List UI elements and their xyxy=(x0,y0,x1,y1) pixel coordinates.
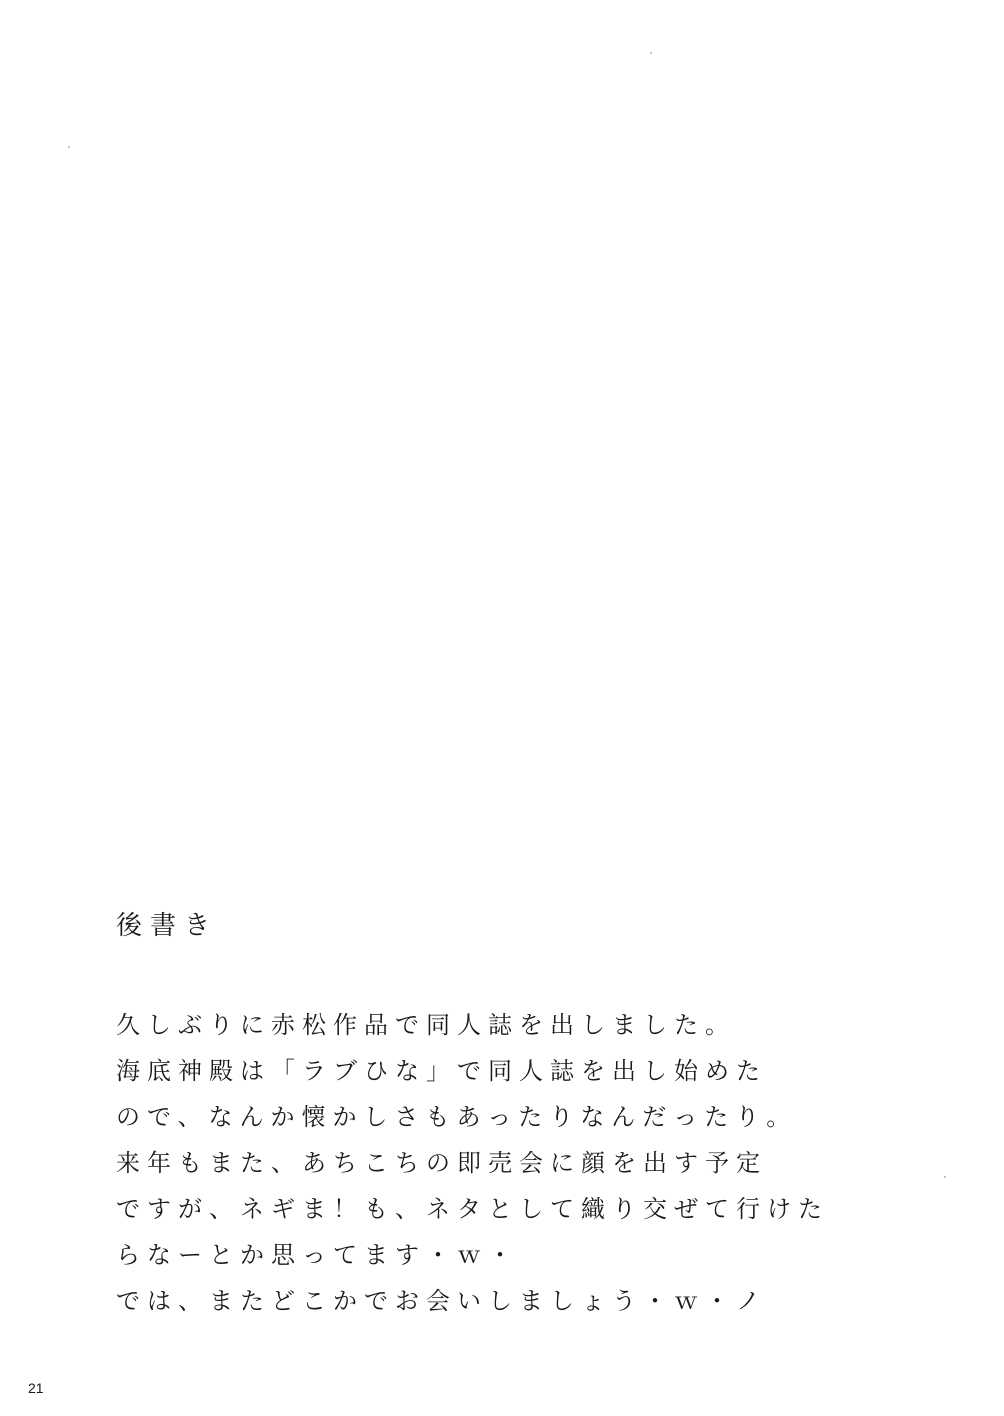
paper-speck xyxy=(944,1176,946,1178)
paper-speck xyxy=(650,52,652,54)
afterword-line: ですが、ネギま！も、ネタとして織り交ぜて行けた xyxy=(116,1195,829,1223)
page-number: 21 xyxy=(28,1380,44,1396)
afterword-line: らなーとか思ってます・ｗ・ xyxy=(116,1241,519,1269)
afterword-title: 後書き xyxy=(116,911,219,941)
afterword-line: 来年もまた、あちこちの即売会に顔を出す予定 xyxy=(116,1149,767,1177)
afterword-body xyxy=(116,1002,829,1324)
afterword-line: ので、なんか懐かしさもあったりなんだったり。 xyxy=(116,1103,798,1131)
afterword-line: 久しぶりに赤松作品で同人誌を出しました。 xyxy=(116,1011,736,1039)
afterword-line: では、またどこかでお会いしましょう・ｗ・ノ xyxy=(116,1287,767,1315)
paper-speck xyxy=(68,146,70,148)
afterword-line: 海底神殿は「ラブひな」で同人誌を出し始めた xyxy=(116,1057,767,1085)
